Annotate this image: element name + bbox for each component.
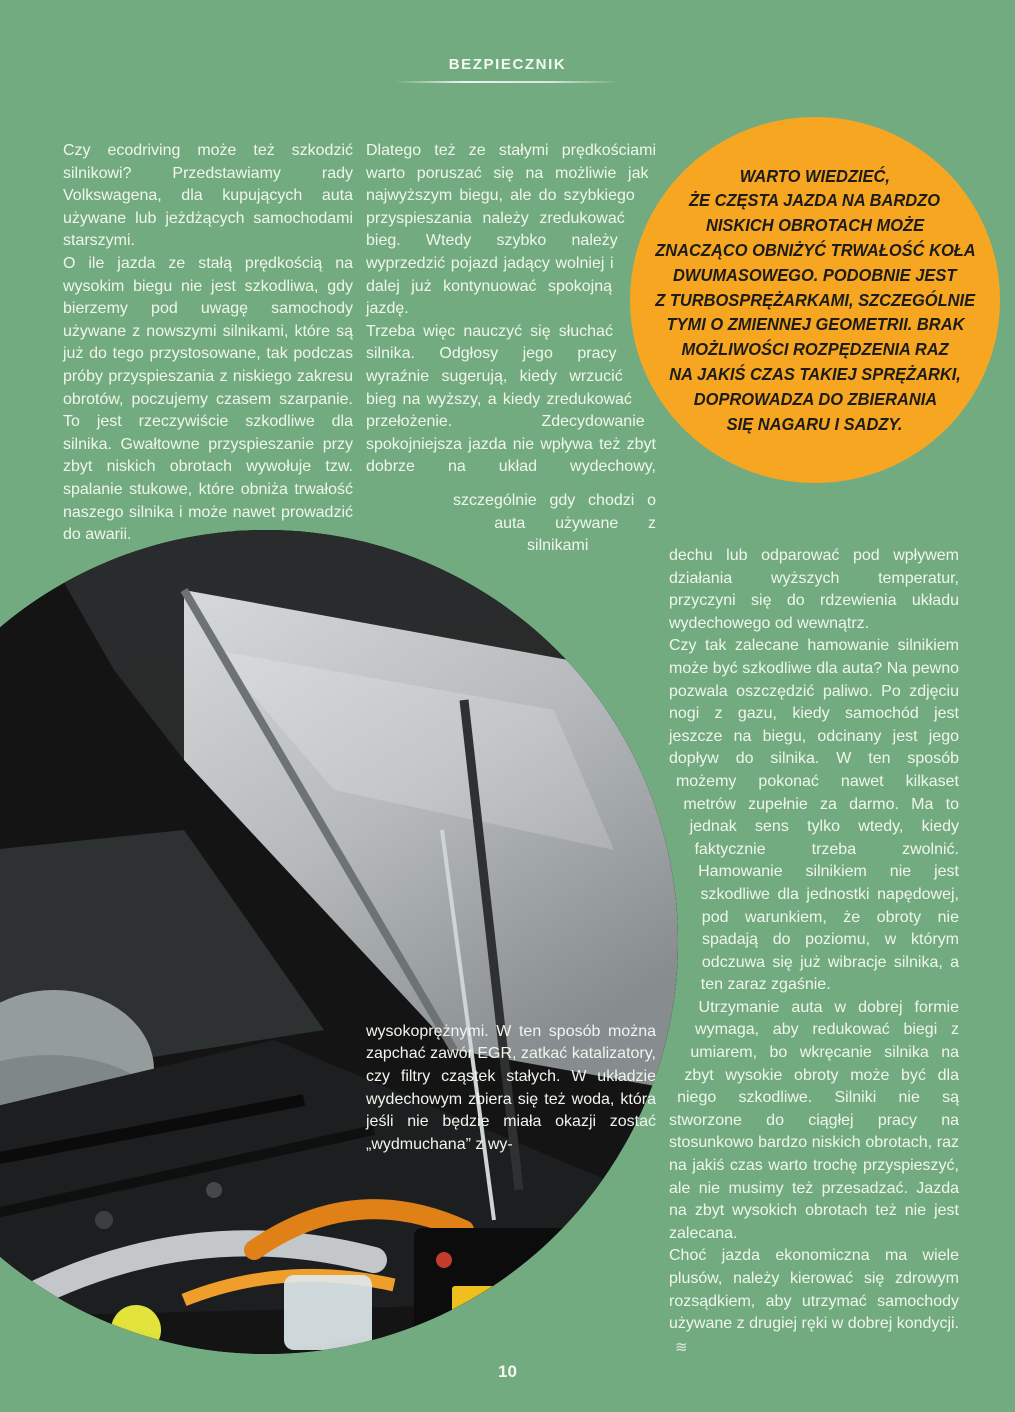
column-2: [366, 140, 656, 1156]
callout-text: WARTO WIEDZIEĆ,: [739, 165, 891, 186]
body-paragraph: Utrzymanie auta w dobrej formie wymaga, aby redukować biegi z umiarem, bo wkręcanie silnika na zbyt wysokie obroty może być dla niego szkodliwe. Silniki nie są stworzone do ciągłej pracy na stosunkowo bardzo niskich obrotach, raz na jakiś czas warto trochę przyspieszyć, ale nie musimy też przesadzać. Jazda na zbyt wysokich obrotach też nie jest zalecana.: [669, 998, 959, 1242]
callout-text: NISKICH OBROTACH MOŻE: [705, 215, 925, 236]
callout-text: DWUMASOWEGO. PODOBNIE JEST: [673, 264, 957, 285]
body-paragraph: O ile jazda ze stałą prędkością na wysokim biegu nie jest szkodliwa, gdy bierzemy pod uwagę samochody używane z nowszymi silnikami, które są już do tego przystosowane, tak podczas próby przyspieszania z niskiego zakresu obrotów, poczujemy czasem szarpanie. To jest rzeczywiście szkodliwe dla silnika. Gwałtowne przyspieszanie przy zbyt niskich obrotach wywołuje tzw. spalanie stukowe, które obniża trwałość naszego silnika i może nawet prowadzić do awarii.: [63, 254, 353, 544]
page-number: 10: [498, 1362, 517, 1381]
callout-text: ŻE CZĘSTA JAZDA NA BARDZO: [689, 190, 941, 211]
body-paragraph: Czy tak zalecane hamowanie silnikiem może być szkodliwe dla auta? Na pewno pozwala oszczędzić paliwo. Po zdjęciu nogi z gazu, kiedy samochód jest jeszcze na biegu, odcinany jest jego dopływ do silnika. W ten sposób możemy pokonać nawet kilkaset metrów zupełnie za darmo. Ma to jednak sens tylko wtedy, kiedy faktycznie trzeba zwolnić. Hamowanie silnikiem nie jest szkodliwe dla jednostki napędowej, pod warunkiem, że obroty nie spadają do poziomu, w którym odczuwa się już wibracje silnika, a ten zaraz zgaśnie.: [669, 637, 959, 994]
body-paragraph: [669, 1245, 959, 1358]
photo-wrap-shape: [366, 880, 656, 1020]
end-of-article-icon: ≋: [675, 1338, 688, 1356]
body-paragraph: dechu lub odparować pod wpływem działania wyższych temperatur, przyczyni się do rdzewienia układu wydechowego od wewnątrz.: [669, 547, 959, 632]
body-paragraph: Czy ecodriving może też szkodzić silnikowi? Przedstawiamy rady Volkswagena, dla kupujących auta używane lub jeżdżących samochodami starszymi.: [63, 142, 353, 250]
header-divider: [395, 81, 619, 83]
callout-text: DOPROWADZA DO ZBIERANIA: [693, 388, 937, 409]
callout-circle: [630, 117, 1000, 483]
callout-text: NA JAKIŚ CZAS TAKIEJ SPRĘŻARKI,: [669, 363, 961, 384]
body-paragraph-text: Choć jazda ekonomiczna ma wiele plusów, należy kierować się zdrowym rozsądkiem, aby utrzymać samochody używane z drugiej ręki w dobrej kondycji.: [669, 1247, 959, 1333]
column-1: [63, 140, 353, 547]
callout-text: MOŻLIWOŚCI ROZPĘDZENIA RAZ: [681, 339, 949, 360]
body-paragraph: Trzeba więc nauczyć się słuchać silnika. Odgłosy jego pracy wyraźnie sugerują, kiedy wrzucić bieg na wyższy, a kiedy zredukować przełożenie. Zdecydowanie spokojniejsza jazda nie wpływa też zbyt dobrze na układ wydechowy, szczególnie gdy chodzi o auta używane z silnikami wysokoprężnymi. W ten sposób można zapchać zawór EGR, zatkać katalizatory, czy filtry cząstek stałych. W układzie wydechowym zbiera się też woda, która jeśli nie będzie miała okazji zostać „wydmuchana” z wy-: [366, 322, 656, 1153]
callout-text: Z TURBOSPRĘŻARKAMI, SZCZEGÓLNIE: [655, 289, 975, 310]
section-header: BEZPIECZNIK: [448, 56, 567, 73]
body-paragraph: Dlatego też ze stałymi prędkościami warto poruszać się na możliwie jak najwyższym biegu, ale do szybkiego przyspieszania należy zredukować bieg. Wtedy szybko należy wyprzedzić pojazd jadący wolniej i dalej już kontynuować spokojną jazdę.: [366, 142, 656, 318]
callout-text: ZNACZĄCO OBNIŻYĆ TRWAŁOŚĆ KOŁA: [654, 240, 976, 260]
callout-text: TYMI O ZMIENNEJ GEOMETRII. BRAK: [666, 314, 964, 335]
callout-text: SIĘ NAGARU I SADZY.: [727, 413, 903, 434]
column-3: [669, 545, 959, 1358]
